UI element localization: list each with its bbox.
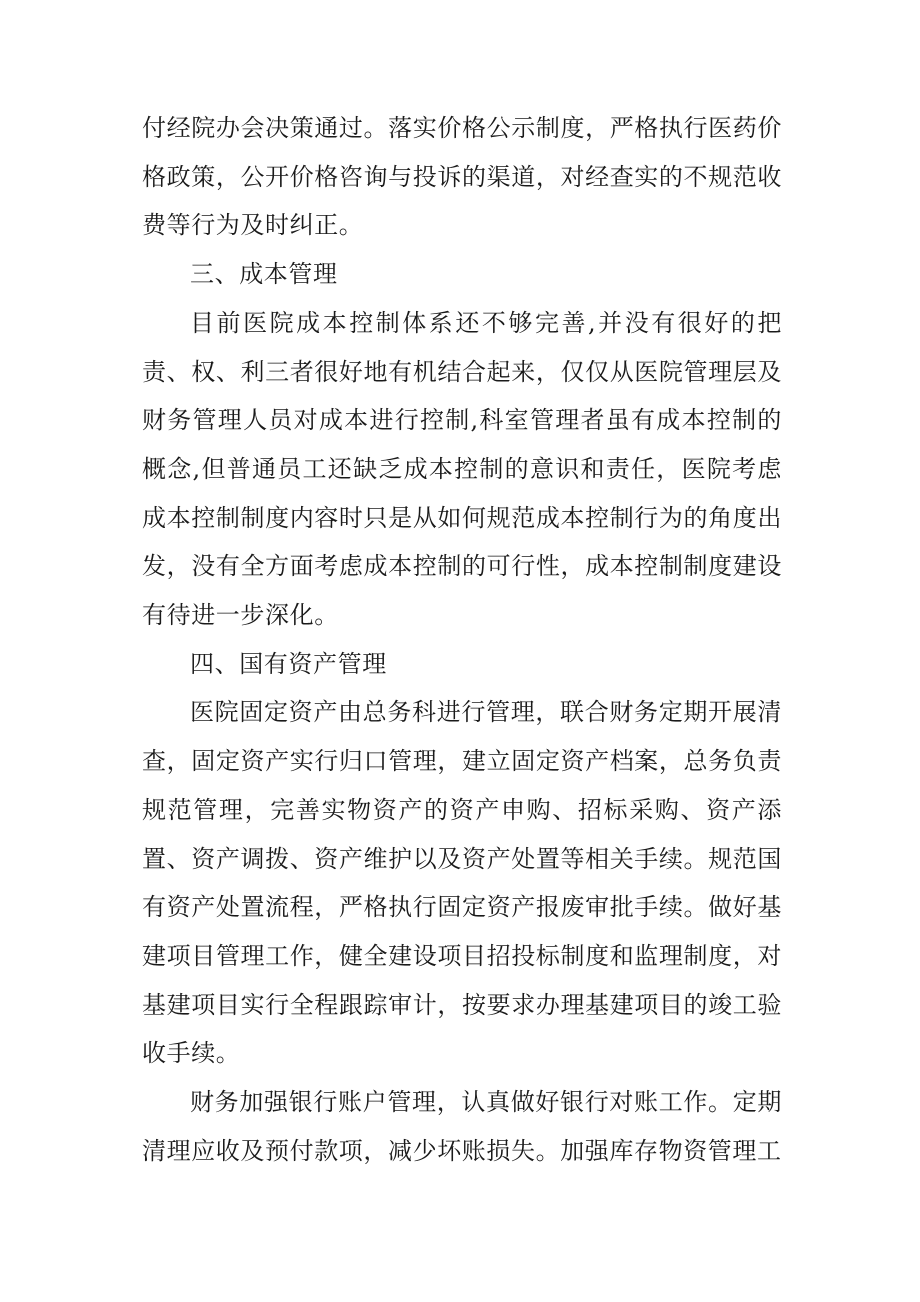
document-body [142,104,782,1175]
section-heading-state-assets: 四、国有资产管理 [190,649,387,678]
paragraph-bank-accounts: 财务加强银行账户管理，认真做好银行对账工作。定期清理应收及预付款项，减少坏账损失。加强库存物资管理工 [142,1088,782,1165]
paragraph-fixed-assets: 医院固定资产由总务科进行管理，联合财务定期开展清查，固定资产实行归口管理，建立固定资产档案，总务负责规范管理，完善实物资产的资产申购、招标采购、资产添置、资产调拨、资产维护以及资产处置等相关手续。规范国有资产处置流程，严格执行固定资产报废审批手续。做好基建项目管理工作，健全建设项目招投标制度和监理制度，对基建项目实行全程跟踪审计，按要求办理基建项目的竣工验收手续。 [142,698,782,1068]
section-heading-cost-management: 三、成本管理 [190,260,338,289]
paragraph-cost-control: 目前医院成本控制体系还不够完善,并没有很好的把责、权、利三者很好地有机结合起来，仅仅从医院管理层及财务管理人员对成本进行控制,科室管理者虽有成本控制的概念,但普通员工还缺乏成本控制的意识和责任，医院考虑成本控制制度内容时只是从如何规范成本控制行为的角度出发，没有全方面考虑成本控制的可行性，成本控制制度建设有待进一步深化。 [142,308,782,630]
paragraph-continued: 付经院办会决策通过。落实价格公示制度，严格执行医药价格政策，公开价格咨询与投诉的渠道，对经查实的不规范收费等行为及时纠正。 [142,114,782,240]
